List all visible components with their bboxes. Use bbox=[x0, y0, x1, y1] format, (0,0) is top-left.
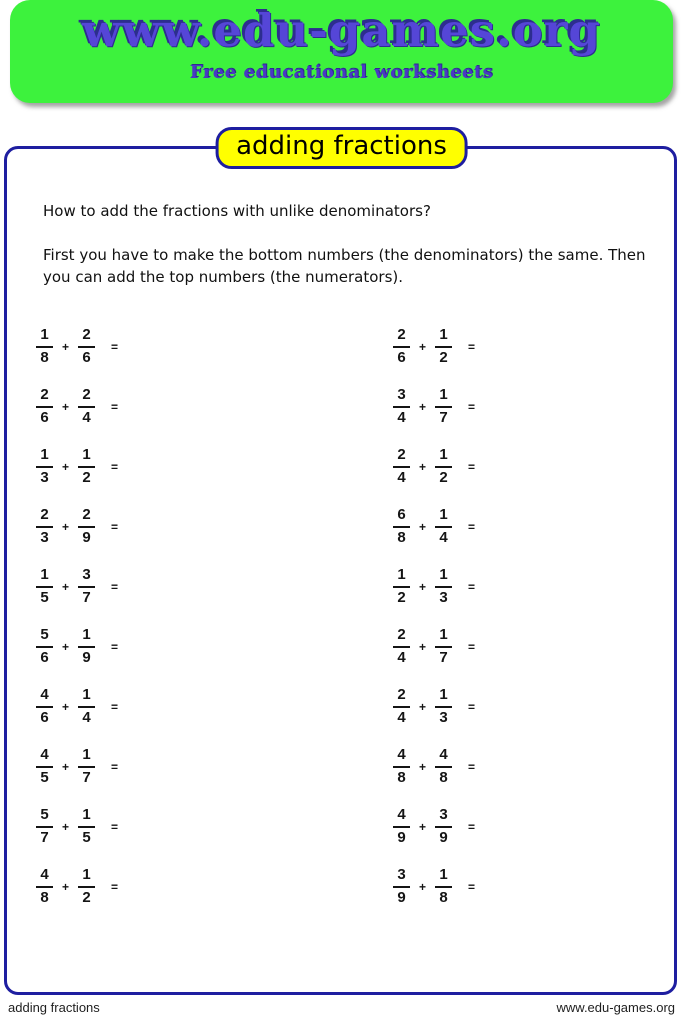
fraction bbox=[393, 867, 410, 906]
numerator: 2 bbox=[78, 387, 95, 408]
denominator: 9 bbox=[82, 648, 91, 666]
denominator: 2 bbox=[439, 468, 448, 486]
numerator: 2 bbox=[78, 327, 95, 348]
denominator: 6 bbox=[40, 708, 49, 726]
denominator: 6 bbox=[40, 648, 49, 666]
fraction-problem bbox=[393, 867, 676, 906]
problem-row bbox=[36, 567, 676, 627]
equals-sign: = bbox=[468, 639, 476, 654]
fraction bbox=[36, 387, 53, 426]
equals-sign: = bbox=[111, 459, 119, 474]
numerator: 4 bbox=[36, 687, 53, 708]
numerator: 1 bbox=[36, 447, 53, 468]
numerator: 1 bbox=[435, 627, 452, 648]
fraction bbox=[36, 747, 53, 786]
problem-row bbox=[36, 687, 676, 747]
problems-grid bbox=[36, 327, 676, 927]
denominator: 4 bbox=[439, 528, 448, 546]
denominator: 8 bbox=[397, 768, 406, 786]
equals-sign: = bbox=[111, 759, 119, 774]
instructions-question: How to add the fractions with unlike denominators? bbox=[43, 202, 431, 220]
footer-site-url: www.edu-games.org bbox=[556, 1000, 675, 1015]
fraction bbox=[36, 327, 53, 366]
worksheet-title-badge: adding fractions bbox=[215, 127, 468, 169]
equals-sign: = bbox=[111, 519, 119, 534]
numerator: 2 bbox=[393, 447, 410, 468]
problem-row bbox=[36, 447, 676, 507]
numerator: 2 bbox=[393, 687, 410, 708]
fraction bbox=[78, 387, 95, 426]
numerator: 1 bbox=[78, 747, 95, 768]
numerator: 1 bbox=[393, 567, 410, 588]
numerator: 2 bbox=[393, 327, 410, 348]
denominator: 7 bbox=[82, 588, 91, 606]
instructions-explanation: First you have to make the bottom numbers (the denominators) the same. Then you can add the top numbers (the numerators). bbox=[43, 245, 646, 286]
equals-sign: = bbox=[468, 759, 476, 774]
numerator: 5 bbox=[36, 627, 53, 648]
plus-operator: + bbox=[62, 699, 70, 714]
fraction bbox=[36, 447, 53, 486]
fraction bbox=[78, 747, 95, 786]
denominator: 2 bbox=[82, 888, 91, 906]
fraction bbox=[78, 507, 95, 546]
plus-operator: + bbox=[419, 519, 427, 534]
fraction bbox=[393, 507, 410, 546]
fraction-problem bbox=[393, 327, 676, 366]
denominator: 9 bbox=[439, 828, 448, 846]
numerator: 2 bbox=[393, 627, 410, 648]
plus-operator: + bbox=[62, 819, 70, 834]
fraction bbox=[435, 867, 452, 906]
plus-operator: + bbox=[419, 759, 427, 774]
denominator: 4 bbox=[397, 648, 406, 666]
equals-sign: = bbox=[468, 579, 476, 594]
fraction bbox=[393, 447, 410, 486]
fraction-problem bbox=[36, 387, 393, 426]
numerator: 3 bbox=[435, 807, 452, 828]
denominator: 6 bbox=[397, 348, 406, 366]
fraction bbox=[435, 387, 452, 426]
numerator: 1 bbox=[36, 327, 53, 348]
numerator: 2 bbox=[36, 387, 53, 408]
denominator: 9 bbox=[397, 888, 406, 906]
equals-sign: = bbox=[111, 699, 119, 714]
fraction bbox=[36, 807, 53, 846]
numerator: 5 bbox=[36, 807, 53, 828]
equals-sign: = bbox=[111, 879, 119, 894]
plus-operator: + bbox=[419, 459, 427, 474]
denominator: 8 bbox=[397, 528, 406, 546]
fraction bbox=[36, 627, 53, 666]
plus-operator: + bbox=[62, 759, 70, 774]
plus-operator: + bbox=[419, 399, 427, 414]
denominator: 7 bbox=[439, 408, 448, 426]
fraction-problem bbox=[393, 627, 676, 666]
denominator: 5 bbox=[40, 768, 49, 786]
fraction-problem bbox=[36, 507, 393, 546]
equals-sign: = bbox=[111, 399, 119, 414]
footer-worksheet-name: adding fractions bbox=[8, 1000, 100, 1015]
denominator: 3 bbox=[439, 588, 448, 606]
site-subtitle: Free educational worksheets bbox=[189, 61, 494, 83]
fraction-problem bbox=[393, 747, 676, 786]
numerator: 1 bbox=[435, 327, 452, 348]
fraction bbox=[435, 627, 452, 666]
fraction bbox=[435, 807, 452, 846]
denominator: 8 bbox=[439, 888, 448, 906]
problem-row bbox=[36, 627, 676, 687]
equals-sign: = bbox=[468, 399, 476, 414]
fraction-problem bbox=[36, 327, 393, 366]
denominator: 9 bbox=[82, 528, 91, 546]
fraction bbox=[36, 687, 53, 726]
fraction bbox=[393, 687, 410, 726]
numerator: 4 bbox=[36, 747, 53, 768]
denominator: 7 bbox=[40, 828, 49, 846]
denominator: 8 bbox=[40, 348, 49, 366]
problem-row bbox=[36, 327, 676, 387]
fraction bbox=[435, 507, 452, 546]
denominator: 9 bbox=[397, 828, 406, 846]
plus-operator: + bbox=[419, 639, 427, 654]
equals-sign: = bbox=[111, 339, 119, 354]
plus-operator: + bbox=[62, 639, 70, 654]
fraction-problem bbox=[36, 747, 393, 786]
equals-sign: = bbox=[468, 879, 476, 894]
numerator: 4 bbox=[36, 867, 53, 888]
denominator: 6 bbox=[82, 348, 91, 366]
equals-sign: = bbox=[468, 339, 476, 354]
site-title: www.edu-games.org bbox=[82, 4, 601, 57]
fraction-problem bbox=[36, 627, 393, 666]
fraction bbox=[78, 807, 95, 846]
fraction bbox=[78, 327, 95, 366]
fraction bbox=[78, 687, 95, 726]
fraction-problem bbox=[36, 807, 393, 846]
denominator: 3 bbox=[40, 468, 49, 486]
numerator: 1 bbox=[78, 627, 95, 648]
numerator: 4 bbox=[435, 747, 452, 768]
plus-operator: + bbox=[419, 699, 427, 714]
problem-row bbox=[36, 807, 676, 867]
fraction-problem bbox=[393, 567, 676, 606]
fraction bbox=[78, 447, 95, 486]
denominator: 4 bbox=[397, 408, 406, 426]
plus-operator: + bbox=[62, 339, 70, 354]
numerator: 1 bbox=[435, 387, 452, 408]
denominator: 7 bbox=[439, 648, 448, 666]
numerator: 1 bbox=[435, 567, 452, 588]
denominator: 4 bbox=[82, 408, 91, 426]
problem-row bbox=[36, 867, 676, 927]
denominator: 3 bbox=[439, 708, 448, 726]
numerator: 3 bbox=[393, 867, 410, 888]
fraction-problem bbox=[393, 687, 676, 726]
equals-sign: = bbox=[111, 639, 119, 654]
fraction bbox=[435, 327, 452, 366]
fraction-problem bbox=[393, 507, 676, 546]
fraction bbox=[435, 567, 452, 606]
fraction bbox=[78, 567, 95, 606]
denominator: 4 bbox=[397, 468, 406, 486]
fraction-problem bbox=[36, 867, 393, 906]
equals-sign: = bbox=[468, 459, 476, 474]
denominator: 6 bbox=[40, 408, 49, 426]
problem-row bbox=[36, 507, 676, 567]
fraction bbox=[393, 567, 410, 606]
equals-sign: = bbox=[111, 819, 119, 834]
fraction bbox=[435, 687, 452, 726]
plus-operator: + bbox=[419, 879, 427, 894]
denominator: 2 bbox=[397, 588, 406, 606]
denominator: 4 bbox=[397, 708, 406, 726]
site-banner bbox=[10, 0, 673, 103]
plus-operator: + bbox=[62, 399, 70, 414]
fraction bbox=[435, 747, 452, 786]
fraction bbox=[393, 327, 410, 366]
numerator: 1 bbox=[78, 807, 95, 828]
page-footer bbox=[8, 1000, 675, 1015]
fraction bbox=[393, 627, 410, 666]
fraction-problem bbox=[36, 687, 393, 726]
numerator: 1 bbox=[78, 687, 95, 708]
numerator: 2 bbox=[36, 507, 53, 528]
fraction bbox=[78, 867, 95, 906]
worksheet-frame bbox=[4, 146, 677, 995]
fraction bbox=[36, 567, 53, 606]
numerator: 1 bbox=[435, 867, 452, 888]
fraction-problem bbox=[36, 447, 393, 486]
fraction-problem bbox=[393, 807, 676, 846]
denominator: 4 bbox=[82, 708, 91, 726]
numerator: 1 bbox=[435, 687, 452, 708]
fraction bbox=[36, 507, 53, 546]
plus-operator: + bbox=[419, 819, 427, 834]
fraction bbox=[36, 867, 53, 906]
plus-operator: + bbox=[62, 579, 70, 594]
fraction bbox=[435, 447, 452, 486]
numerator: 1 bbox=[78, 867, 95, 888]
denominator: 7 bbox=[82, 768, 91, 786]
plus-operator: + bbox=[419, 579, 427, 594]
problem-row bbox=[36, 747, 676, 807]
numerator: 2 bbox=[78, 507, 95, 528]
numerator: 4 bbox=[393, 747, 410, 768]
equals-sign: = bbox=[468, 819, 476, 834]
denominator: 8 bbox=[40, 888, 49, 906]
problem-row bbox=[36, 387, 676, 447]
instructions bbox=[43, 201, 658, 288]
equals-sign: = bbox=[468, 699, 476, 714]
plus-operator: + bbox=[62, 459, 70, 474]
numerator: 1 bbox=[435, 447, 452, 468]
fraction bbox=[393, 807, 410, 846]
fraction bbox=[393, 747, 410, 786]
numerator: 3 bbox=[393, 387, 410, 408]
fraction bbox=[78, 627, 95, 666]
fraction bbox=[393, 387, 410, 426]
numerator: 1 bbox=[36, 567, 53, 588]
numerator: 1 bbox=[435, 507, 452, 528]
fraction-problem bbox=[393, 387, 676, 426]
numerator: 6 bbox=[393, 507, 410, 528]
fraction-problem bbox=[393, 447, 676, 486]
fraction-problem bbox=[36, 567, 393, 606]
denominator: 5 bbox=[82, 828, 91, 846]
denominator: 2 bbox=[439, 348, 448, 366]
plus-operator: + bbox=[419, 339, 427, 354]
equals-sign: = bbox=[111, 579, 119, 594]
numerator: 4 bbox=[393, 807, 410, 828]
plus-operator: + bbox=[62, 519, 70, 534]
plus-operator: + bbox=[62, 879, 70, 894]
numerator: 1 bbox=[78, 447, 95, 468]
denominator: 3 bbox=[40, 528, 49, 546]
denominator: 8 bbox=[439, 768, 448, 786]
equals-sign: = bbox=[468, 519, 476, 534]
denominator: 5 bbox=[40, 588, 49, 606]
denominator: 2 bbox=[82, 468, 91, 486]
numerator: 3 bbox=[78, 567, 95, 588]
